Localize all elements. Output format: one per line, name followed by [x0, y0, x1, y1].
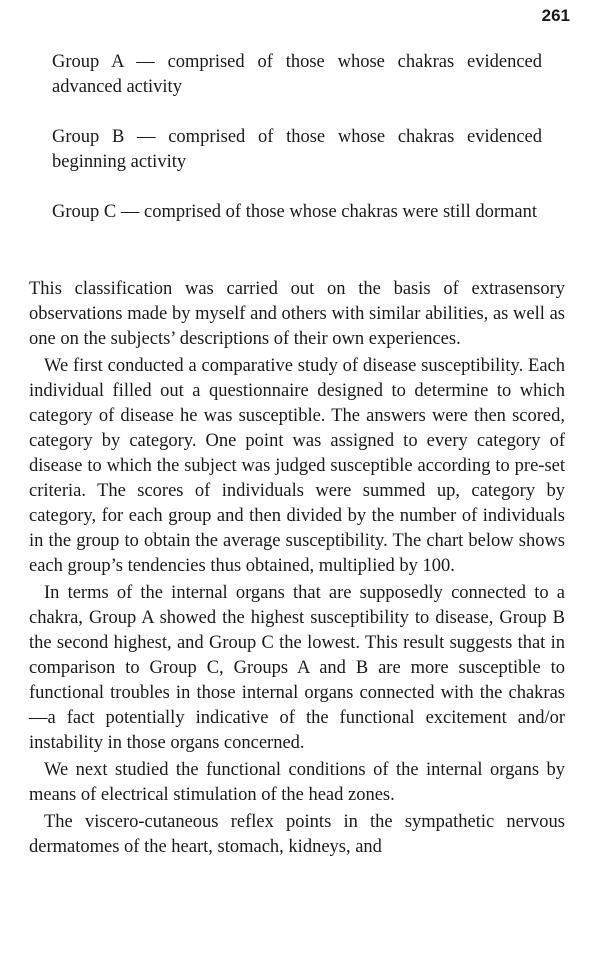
paragraph-disease-susceptibility: We first conducted a comparative study of disease susceptibility. Each individual filled out a questionnaire designed to determine to which category of disease he was susceptible. The answers were then scored, category by category. One point was assigned to every category of disease to which the subject was judged susceptible according to pre-set criteria. The scores of individuals were summed up, category by category, for each group and then divided by the number of individuals in the group to obtain the average susceptibility. The chart below shows each group’s tendencies thus obtained, multiplied by 100.: [29, 356, 565, 576]
group-list: [52, 50, 542, 250]
paragraph-classification: This classification was carried out on the basis of extrasensory observations made by myself and others with similar abilities, as well as one on the subjects’ descriptions of their own experiences.: [29, 279, 565, 349]
body-text: [29, 277, 565, 860]
group-c-item: Group C — comprised of those whose chakras were still dormant: [52, 202, 538, 222]
paragraph-viscero-cutaneous: The viscero-cutaneous reflex points in the sympathetic nervous dermatomes of the heart, stomach, kidneys, and: [29, 812, 565, 857]
paragraph-electrical-stimulation: We next studied the functional conditions of the internal organs by means of electrical stimulation of the head zones.: [29, 760, 565, 805]
page-number: 261: [541, 6, 570, 25]
group-b-item: Group B — comprised of those whose chakras evidenced beginning activity: [52, 127, 542, 172]
paragraph-internal-organs: In terms of the internal organs that are supposedly connected to a chakra, Group A showed the highest susceptibility to disease, Group B the second highest, and Group C the lowest. This result suggests that in comparison to Group C, Groups A and B are more susceptible to functional troubles in those internal organs connected with the chakras—a fact potentially indicative of the functional excitement and/or instability in those organs concerned.: [29, 583, 565, 753]
group-a-item: Group A — comprised of those whose chakras evidenced advanced activity: [52, 52, 542, 97]
